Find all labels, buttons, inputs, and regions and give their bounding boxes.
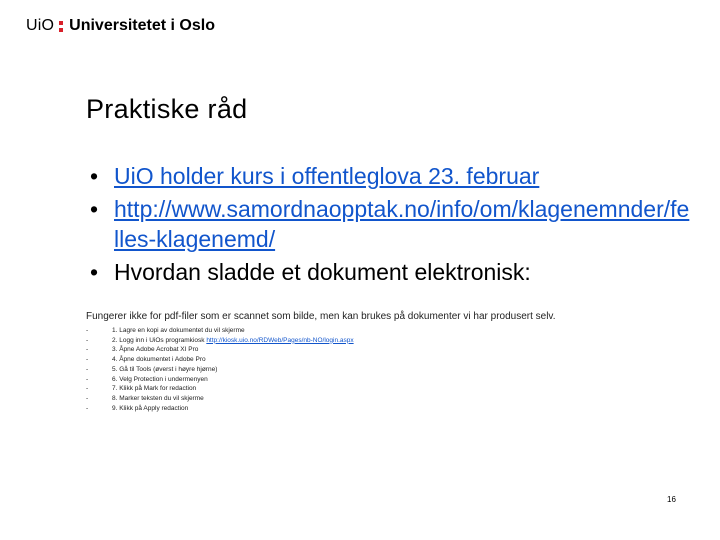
dash-icon: -: [86, 375, 89, 383]
dash-icon: -: [86, 394, 89, 402]
main-bullet-list: [90, 161, 690, 290]
logo-short: UiO: [26, 17, 55, 34]
dash-icon: -: [86, 327, 89, 334]
step-text: 9. Klikk på Apply redaction: [112, 404, 189, 412]
step-item: [86, 345, 354, 355]
course-link[interactable]: UiO holder kurs i offentleglova 23. februar: [114, 163, 540, 189]
dash-icon: -: [86, 365, 89, 373]
step-item: [86, 326, 354, 336]
bullet-icon: •: [90, 196, 99, 222]
step-text: 4. Åpne dokumentet i Adobe Pro: [112, 356, 206, 364]
step-text: 3. Åpne Adobe Acrobat XI Pro: [112, 346, 199, 354]
dash-icon: -: [86, 336, 89, 344]
page-number: 16: [667, 495, 676, 504]
step-text: 8. Marker teksten du vil skjerme: [112, 394, 204, 402]
uio-logo: [26, 14, 215, 38]
step-text: 6. Velg Protection i undermenyen: [112, 375, 208, 383]
klagenemnd-link[interactable]: http://www.samordnaopptak.no/info/om/klagenemnder/felles-klagenemd/: [114, 196, 690, 252]
step-item: [86, 336, 354, 346]
redaction-steps: [86, 326, 354, 413]
dash-icon: -: [86, 404, 89, 412]
bullet-redact: [90, 257, 690, 287]
step-item: [86, 375, 354, 385]
step-item: [86, 384, 354, 394]
bullet-icon: •: [90, 163, 99, 189]
step-text: 7. Klikk på Mark for redaction: [112, 385, 197, 393]
step-text: 2. Logg inn i UiOs programkiosk: [112, 336, 205, 344]
redact-heading: Hvordan sladde et dokument elektronisk:: [114, 259, 531, 285]
dash-icon: -: [86, 385, 89, 393]
step-text: 5. Gå til Tools (øverst i høyre hjørne): [112, 365, 218, 373]
slide-title: Praktiske råd: [86, 94, 248, 124]
kiosk-link[interactable]: http://kiosk.uio.no/RDWeb/Pages/nb-NO/login.aspx: [206, 336, 354, 344]
step-text: 1. Lagre en kopi av dokumentet du vil skjerme: [112, 327, 245, 334]
logo-colon-icon: [59, 21, 63, 32]
institution-name: Universitetet i Oslo: [69, 17, 215, 34]
scan-note: Fungerer ikke for pdf-filer som er scannet som bilde, men kan brukes på dokumenter vi har produsert selv.: [86, 311, 556, 322]
step-item: [86, 394, 354, 404]
dash-icon: -: [86, 356, 89, 364]
step-item: [86, 404, 354, 414]
bullet-icon: •: [90, 259, 99, 285]
step-item: [86, 365, 354, 375]
bullet-url: [90, 194, 690, 254]
dash-icon: -: [86, 346, 89, 354]
step-item: [86, 355, 354, 365]
bullet-course: [90, 161, 690, 191]
